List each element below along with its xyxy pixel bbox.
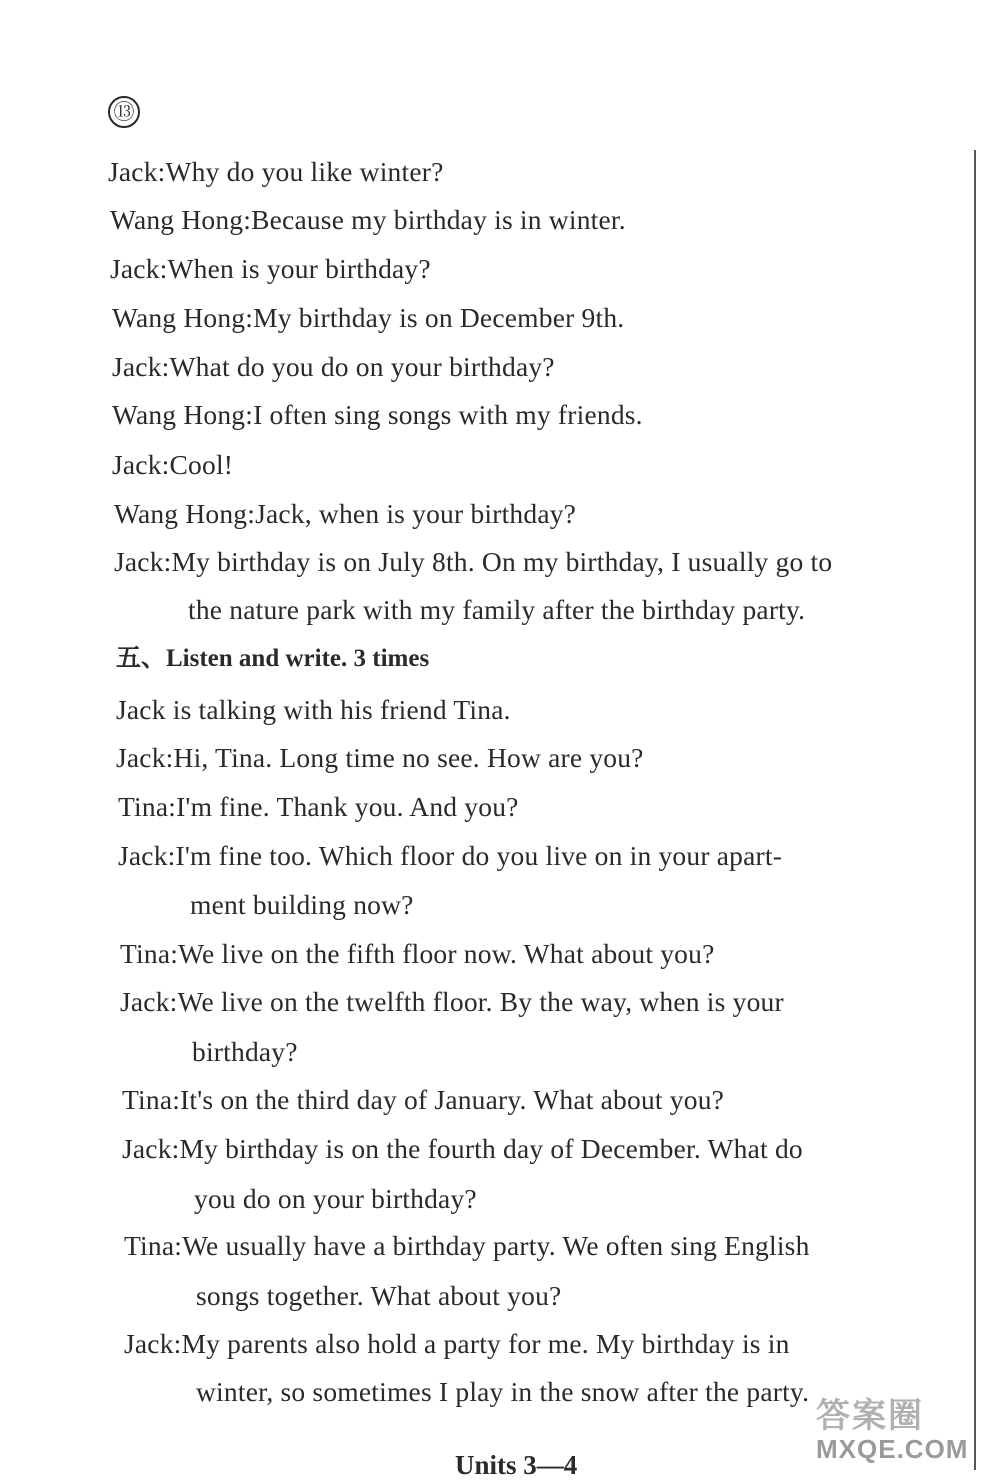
dialogue-line: Jack:Why do you like winter? [108, 156, 444, 187]
dialogue-line: songs together. What about you? [196, 1280, 562, 1311]
dialogue-line: Jack:My birthday is on July 8th. On my birthday, I usually go to [114, 546, 833, 577]
dialogue-line: you do on your birthday? [194, 1183, 477, 1214]
dialogue-line: Wang Hong:Because my birthday is in winter. [110, 204, 626, 235]
section-heading: 五、Listen and write. 3 times [116, 645, 430, 672]
dialogue-line: winter, so sometimes I play in the snow after the party. [196, 1376, 810, 1407]
dialogue-line: Wang Hong:Jack, when is your birthday? [114, 498, 577, 529]
dialogue-line: Tina:It's on the third day of January. What about you? [122, 1084, 725, 1115]
page-footer-units: Units 3—4 [455, 1450, 578, 1480]
dialogue-line: the nature park with my family after the birthday party. [188, 594, 806, 625]
dialogue-line: Jack:What do you do on your birthday? [112, 351, 555, 382]
watermark-logo-text: 答案圈 [816, 1397, 924, 1435]
dialogue-line: Jack:My parents also hold a party for me. My birthday is in [124, 1328, 790, 1359]
item-number-badge: ⑬ [108, 96, 140, 128]
dialogue-line: birthday? [192, 1036, 298, 1067]
dialogue-line: Jack:When is your birthday? [110, 253, 431, 284]
dialogue-line: Jack:We live on the twelfth floor. By the way, when is your [120, 986, 784, 1017]
dialogue-line: Jack:Cool! [112, 449, 234, 480]
dialogue-line: Tina:We usually have a birthday party. We often sing English [124, 1230, 810, 1261]
dialogue-line: Jack:My birthday is on the fourth day of December. What do [122, 1133, 803, 1164]
watermark-domain: MXQE.COM [816, 1434, 969, 1464]
site-watermark [816, 1388, 991, 1466]
dialogue-line: Jack:I'm fine too. Which floor do you live on in your apart- [118, 840, 783, 871]
dialogue-line: Wang Hong:I often sing songs with my friends. [112, 399, 643, 430]
dialogue-line: Wang Hong:My birthday is on December 9th. [112, 302, 625, 333]
dialogue-line: Tina:We live on the fifth floor now. What about you? [120, 938, 715, 969]
dialogue-line: Jack is talking with his friend Tina. [116, 694, 511, 725]
dialogue-line: ment building now? [190, 889, 414, 920]
dialogue-line: Tina:I'm fine. Thank you. And you? [118, 791, 519, 822]
page-edge-rule [974, 150, 976, 1470]
dialogue-line: Jack:Hi, Tina. Long time no see. How are you? [116, 742, 644, 773]
